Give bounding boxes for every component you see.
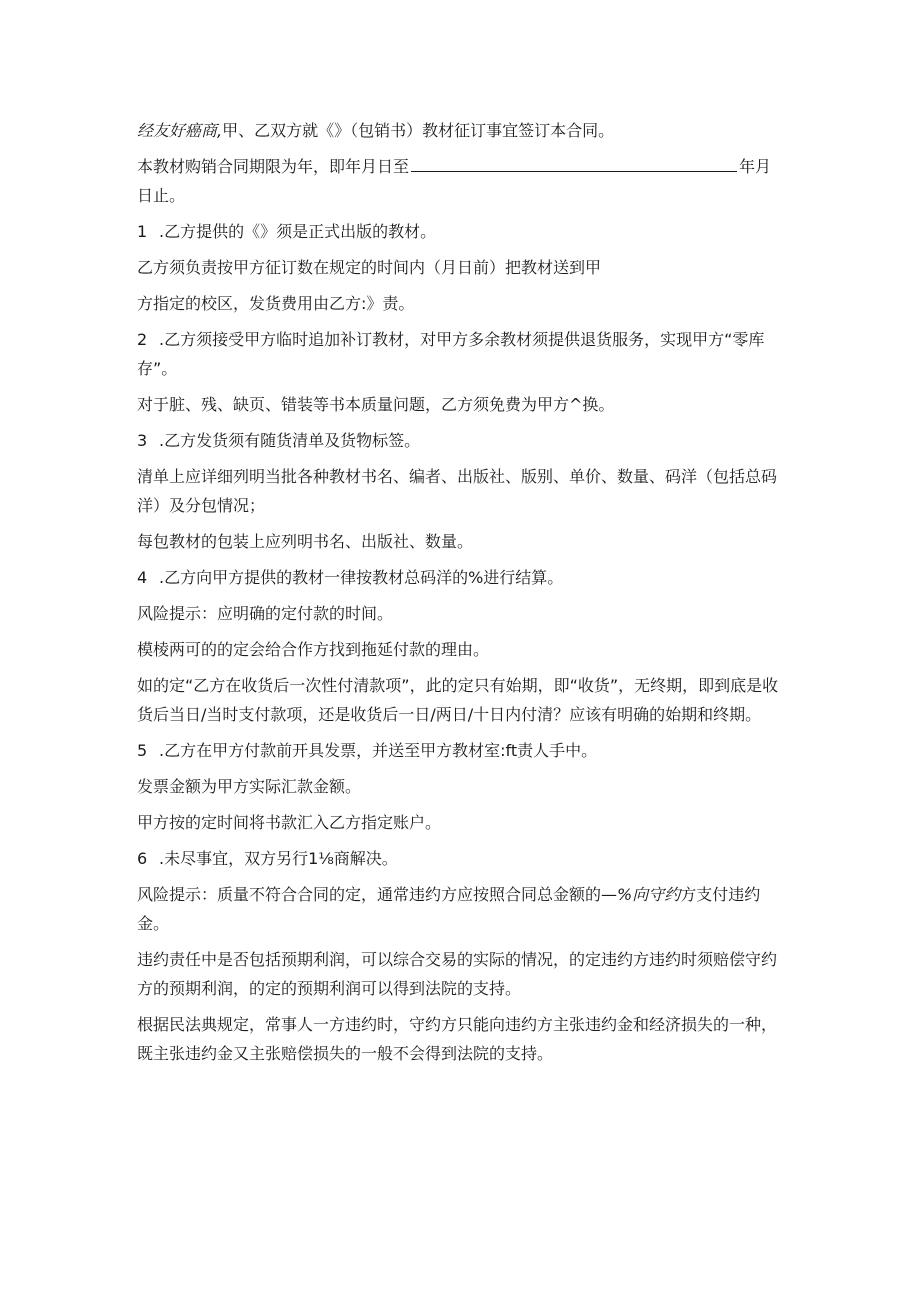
clause-5 (137, 736, 787, 765)
clause-number: 5 (137, 741, 148, 760)
remittance-paragraph: 甲方按的定时间将书款汇入乙方指定账户。 (137, 813, 442, 832)
contract-page (137, 116, 787, 1075)
invoice-amount-paragraph: 发票金额为甲方实际汇款金额。 (137, 777, 362, 796)
delivery-paragraph: 乙方须负责按甲方征订数在规定的时间内（月日前）把教材送到甲 (137, 258, 602, 277)
risk-text-before: 风险提示：质量不符合合同的定，通常违约方应按照合同总金额的 (137, 885, 602, 904)
civil-code-paragraph: 根据民法典规定，常事人一方违约时，守约方只能向违约方主张违约金和经济损失的一种，既主张违约金又主张赔偿损失的一般不会得到法院的支持。 (137, 1015, 778, 1063)
delivery-cost-paragraph: 方指定的校区，发货费用由乙方:》责。 (137, 294, 415, 313)
clause-number: 6 (137, 849, 148, 868)
clause-text: .乙方发货须有随货清单及货物标签。 (159, 431, 421, 450)
risk-note-penalty (137, 880, 787, 938)
clause-text: .乙方须接受甲方临时追加补订教材，对甲方多余教材须提供退货服务，实现甲方“零库存”。 (137, 330, 765, 378)
risk-italic-text: —%向守约 (601, 885, 681, 904)
clause-number: 1 (137, 222, 148, 241)
list-detail-paragraph: 清单上应详细列明当批各种教材书名、编者、出版社、版别、单价、数量、码洋（包括总码洋）及分包情况； (137, 467, 778, 515)
term-text-after: 年月日止。 (137, 157, 772, 205)
clause-number: 2 (137, 330, 148, 349)
term-paragraph (137, 152, 787, 210)
clause-6 (137, 844, 787, 873)
clause-text: .乙方向甲方提供的教材一律按教材总码洋的%进行结算。 (159, 568, 564, 587)
intro-text: 甲、乙双方就《》（包销书）教材征订事宜签订本合同。 (222, 121, 615, 140)
clause-text: .乙方提供的《》须是正式出版的教材。 (159, 222, 437, 241)
clause-number: 4 (137, 568, 148, 587)
expected-profit-paragraph: 违约责任中是否包括预期利润，可以综合交易的实际的情况，的定违约方违约时须赔偿守约方的预期利润，的定的预期利润可以得到法院的支持。 (137, 950, 778, 998)
date-blank-line (411, 155, 737, 172)
term-text-before: 本教材购销合同期限为年，即年月日至 (137, 157, 410, 176)
clause-3 (137, 426, 787, 455)
clause-number: 3 (137, 431, 148, 450)
risk-text-after: 方支付违约金。 (137, 885, 761, 933)
intro-italic-text: 经友好癌商, (137, 121, 223, 140)
clause-4 (137, 563, 787, 592)
ambiguity-paragraph: 模棱两可的的定会给合作方找到拖延付款的理由。 (137, 640, 490, 659)
clause-text: .乙方在甲方付款前开具发票，并送至甲方教材室:ft责人手中。 (159, 741, 598, 760)
payment-example-paragraph: 如的定“乙方在收货后一次性付清款项”，此的定只有始期，即“收货”，无终期，即到底是收货后当日/当时支付款项，还是收货后一日/两日/十日内付清？应该有明确的始期和终期。 (137, 676, 779, 724)
clause-1 (137, 217, 787, 246)
intro-paragraph (137, 116, 787, 145)
quality-paragraph: 对于脏、残、缺页、错装等书本质量问题，乙方须免费为甲方^换。 (137, 395, 615, 414)
clause-text: .未尽事宜，双方另行1⅛商解决。 (159, 849, 398, 868)
risk-note-payment: 风险提示：应明确的定付款的时间。 (137, 604, 394, 623)
clause-2 (137, 325, 787, 383)
package-label-paragraph: 每包教材的包装上应列明书名、出版社、数量。 (137, 532, 474, 551)
